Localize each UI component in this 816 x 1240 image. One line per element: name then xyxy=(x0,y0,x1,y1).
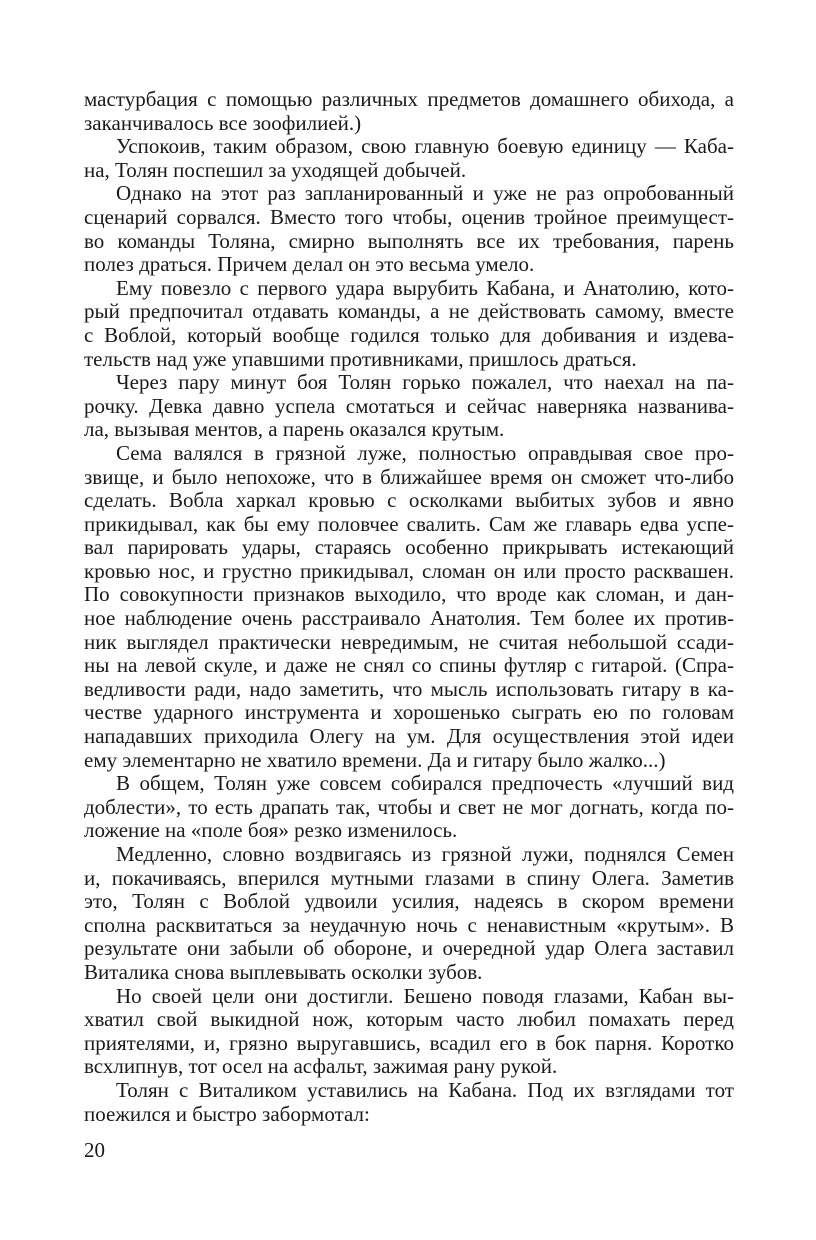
text-line: поежился и быстро забормотал: xyxy=(84,1101,370,1126)
text-line: результате они забыли об обороне, и очередной удар Олега заставил xyxy=(84,936,734,961)
text-line: ведливости ради, надо заметить, что мысль использовать гитару в ка- xyxy=(84,676,734,701)
text-line: кровью нос, и грустно прикидывал, сломан он или просто расквашен. xyxy=(84,558,734,583)
page-text xyxy=(84,88,734,1126)
text-line: звище, и было непохоже, что в ближайшее время он сможет что-либо xyxy=(84,464,734,489)
text-line: рый предпочитал отдавать команды, а не действовать самому, вместе xyxy=(84,299,734,324)
text-line: во команды Толяна, смирно выполнять все их требования, парень xyxy=(84,228,734,253)
page-number: 20 xyxy=(84,1138,105,1162)
text-line: на, Толян поспешил за уходящей добычей. xyxy=(84,157,467,182)
text-line: сценарий сорвался. Вместо того чтобы, оценив тройное преимущест- xyxy=(84,204,734,229)
text-line: честве ударного инструмента и хорошенько сыграть ею по головам xyxy=(84,700,734,725)
text-line: По совокупности признаков выходило, что вроде как сломан, и дан- xyxy=(84,582,734,607)
text-line: ны на левой скуле, и даже не снял со спины футляр с гитарой. (Спра- xyxy=(84,653,734,678)
text-line: Ему повезло с первого удара вырубить Кабана, и Анатолию, кото- xyxy=(116,275,734,300)
text-line: ла, вызывая ментов, а парень оказался крутым. xyxy=(84,417,505,442)
text-line: мастурбация с помощью различных предметов домашнего обихода, а xyxy=(84,87,734,111)
text-line: ложение на «поле боя» резко изменилось. xyxy=(84,818,458,843)
text-line: Успокоив, таким образом, свою главную боевую единицу — Каба- xyxy=(116,134,734,159)
text-line: заканчивалось все зоофилией.) xyxy=(84,110,362,135)
text-line: прикидывал, как бы ему половчее свалить. Сам же главарь едва успе- xyxy=(84,511,734,536)
text-line: Через пару минут боя Толян горько пожалел, что наехал на па- xyxy=(116,370,734,395)
text-line: с Воблой, который вообще годился только для добивания и издева- xyxy=(84,322,734,347)
text-line: Медленно, словно воздвигаясь из грязной лужи, поднялся Семен xyxy=(116,842,734,866)
text-line: рочку. Девка давно успела смотаться и сейчас наверняка названива- xyxy=(84,393,734,418)
text-line: Сема валялся в грязной луже, полностью оправдывая свое про- xyxy=(116,440,734,465)
text-line: ник выглядел практически невредимым, не считая небольшой ссади- xyxy=(84,629,734,654)
text-line: сполна расквитаться за неудачную ночь с ненавистным «крутым». В xyxy=(84,912,734,937)
text-line: полез драться. Причем делал он это весьма умело. xyxy=(84,252,535,277)
text-line: Виталика снова выплевывать осколки зубов. xyxy=(84,959,483,984)
text-line: и, покачиваясь, вперился мутными глазами в спину Олега. Заметив xyxy=(84,865,734,890)
text-line: ему элементарно не хватило времени. Да и гитару было жалко...) xyxy=(84,747,666,772)
text-line: Но своей цели они достигли. Бешено поводя глазами, Кабан вы- xyxy=(116,983,734,1008)
text-line: Однако на этот раз запланированный и уже не раз опробованный xyxy=(116,181,734,206)
text-line: это, Толян с Воблой удвоили усилия, надеясь в скором времени xyxy=(84,889,734,914)
text-line: тельств над уже упавшими противниками, пришлось драться. xyxy=(84,346,637,371)
text-line: В общем, Толян уже совсем собирался предпочесть «лучший вид xyxy=(116,771,734,796)
text-line: приятелями, и, грязно выругавшись, всадил его в бок парня. Коротко xyxy=(84,1030,734,1055)
text-line: доблести», то есть драпать так, чтобы и свет не мог догнать, когда по- xyxy=(84,794,734,819)
text-line: хватил свой выкидной нож, которым часто любил помахать перед xyxy=(84,1007,734,1032)
text-line: нападавших приходила Олегу на ум. Для осуществления этой идеи xyxy=(84,724,734,749)
text-line: ное наблюдение очень расстраивало Анатолия. Тем более их против- xyxy=(84,606,734,631)
text-line: вал парировать удары, стараясь особенно прикрывать истекающий xyxy=(84,535,734,560)
text-line: сделать. Вобла харкал кровью с осколками выбитых зубов и явно xyxy=(84,488,734,513)
text-line: всхлипнув, тот осел на асфальт, зажимая рану рукой. xyxy=(84,1054,558,1079)
text-line: Толян с Виталиком уставились на Кабана. Под их взглядами тот xyxy=(116,1077,734,1102)
